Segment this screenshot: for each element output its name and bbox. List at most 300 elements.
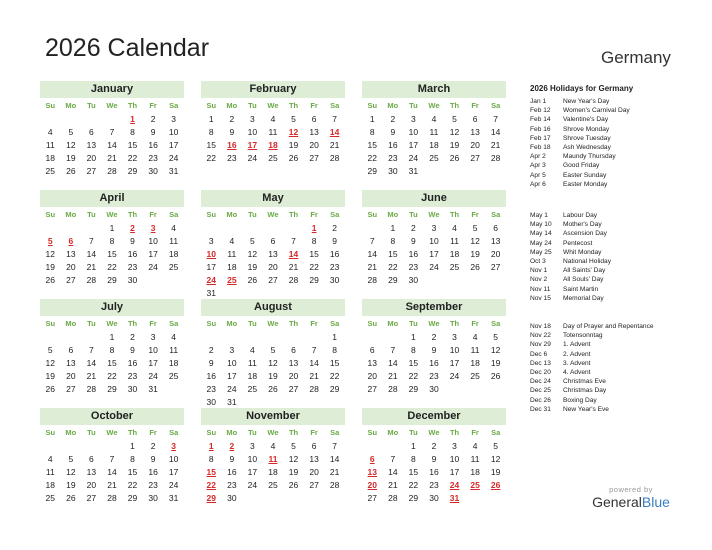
holiday-day-cell: 31 — [449, 493, 460, 503]
day-cell: 21 — [329, 467, 340, 477]
day-cell: 15 — [127, 140, 138, 150]
day-cell: 15 — [107, 249, 117, 259]
day-cell: 12 — [470, 236, 480, 246]
day-cell: 4 — [250, 345, 255, 355]
day-cell: 15 — [127, 467, 138, 477]
day-cell: 18 — [470, 467, 480, 477]
day-cell: 26 — [66, 166, 76, 176]
day-cell: 29 — [408, 384, 419, 394]
day-cell: 2 — [150, 441, 156, 451]
day-cell: 23 — [429, 371, 439, 381]
day-cell: 3 — [229, 345, 235, 355]
day-cell: 19 — [268, 371, 278, 381]
day-cell: 7 — [109, 127, 115, 137]
holiday-name: 4. Advent — [563, 369, 591, 377]
weekday-label: Mo — [387, 210, 399, 219]
day-cell: 28 — [288, 275, 299, 285]
day-cell: 9 — [208, 358, 214, 368]
day-cell: 29 — [367, 166, 378, 176]
day-cell: 22 — [206, 153, 217, 163]
day-cell: 27 — [86, 166, 97, 176]
day-cell: 26 — [45, 384, 56, 394]
month-november — [201, 408, 345, 512]
day-cell: 11 — [429, 127, 439, 137]
holiday-name: Boxing Day — [563, 396, 597, 404]
day-cell: 3 — [150, 332, 156, 342]
day-cell: 11 — [227, 249, 237, 259]
holiday-row — [530, 180, 633, 189]
day-cell: 4 — [472, 441, 478, 451]
day-cell: 9 — [390, 127, 396, 137]
holiday-day-cell: 22 — [206, 480, 217, 490]
day-cell: 30 — [127, 275, 138, 285]
weekday-label: Fr — [149, 210, 157, 219]
day-cell: 20 — [66, 262, 76, 272]
day-cell: 8 — [130, 454, 135, 464]
day-cell: 2 — [411, 223, 416, 233]
holiday-date: Oct 3 — [530, 258, 546, 266]
day-cell: 13 — [86, 140, 97, 150]
day-cell: 8 — [411, 345, 416, 355]
day-cell: 9 — [150, 127, 156, 137]
day-cell: 21 — [309, 371, 319, 381]
day-cell: 22 — [408, 480, 419, 490]
day-cell: 23 — [227, 480, 237, 490]
day-cell: 12 — [247, 249, 258, 259]
weekday-label: Fr — [310, 210, 318, 219]
holiday-name: 1. Advent — [563, 341, 591, 349]
day-cell: 13 — [490, 236, 501, 246]
weekday-label: Sa — [169, 101, 179, 110]
day-cell: 19 — [288, 467, 299, 477]
holidays-title: 2026 Holidays for Germany — [530, 84, 634, 93]
day-cell: 17 — [148, 358, 158, 368]
day-cell: 18 — [268, 467, 278, 477]
weekday-label: We — [267, 319, 279, 328]
day-cell: 16 — [408, 249, 419, 259]
weekday-label: Tu — [248, 319, 257, 328]
holiday-name: Ash Wednesday — [563, 144, 611, 152]
day-cell: 6 — [369, 345, 375, 355]
holiday-row — [530, 143, 633, 152]
day-cell: 16 — [148, 140, 158, 150]
day-cell: 25 — [470, 371, 480, 381]
holiday-date: Apr 3 — [530, 162, 546, 170]
day-cell: 8 — [208, 127, 214, 137]
day-cell: 21 — [86, 262, 97, 272]
day-cell: 18 — [168, 358, 179, 368]
day-cell: 1 — [411, 332, 416, 342]
day-cell: 29 — [127, 166, 138, 176]
day-cell: 16 — [227, 467, 237, 477]
weekday-header — [362, 426, 506, 440]
holiday-row — [530, 386, 654, 395]
day-cell: 24 — [449, 371, 460, 381]
holiday-row — [530, 239, 611, 248]
day-cell: 5 — [452, 114, 457, 124]
day-cell: 10 — [429, 236, 439, 246]
day-cell: 6 — [291, 345, 296, 355]
brand-name — [588, 494, 674, 510]
weekday-label: Mo — [226, 101, 238, 110]
page-title: 2026 Calendar — [45, 34, 210, 62]
day-cell: 16 — [127, 358, 138, 368]
weekday-label: Th — [449, 319, 460, 328]
weekday-label: Tu — [87, 101, 96, 110]
day-cell: 4 — [47, 127, 53, 137]
day-cell: 28 — [329, 480, 340, 490]
day-cell: 5 — [270, 345, 276, 355]
day-cell: 10 — [148, 345, 158, 355]
empty-cell — [362, 331, 383, 344]
day-cell: 4 — [472, 332, 478, 342]
weekday-label: Mo — [387, 101, 399, 110]
day-cell: 7 — [109, 454, 115, 464]
day-cell: 13 — [268, 249, 278, 259]
day-grid — [40, 113, 184, 178]
day-cell: 31 — [227, 397, 237, 407]
day-cell: 16 — [388, 140, 398, 150]
day-cell: 20 — [86, 153, 97, 163]
day-cell: 3 — [208, 236, 214, 246]
day-cell: 9 — [431, 345, 437, 355]
day-cell: 17 — [408, 140, 419, 150]
month-name: June — [362, 190, 506, 207]
day-cell: 13 — [288, 358, 299, 368]
weekday-label: Sa — [491, 319, 501, 328]
holiday-day-cell: 2 — [229, 441, 235, 451]
day-cell: 23 — [408, 262, 419, 272]
day-cell: 18 — [429, 140, 439, 150]
day-grid — [40, 440, 184, 505]
day-cell: 8 — [130, 127, 135, 137]
day-cell: 2 — [208, 345, 214, 355]
day-cell: 26 — [449, 153, 460, 163]
day-cell: 1 — [109, 223, 115, 233]
day-cell: 26 — [470, 262, 480, 272]
weekday-label: Fr — [310, 428, 318, 437]
weekday-label: Tu — [409, 428, 418, 437]
day-cell: 24 — [148, 371, 158, 381]
empty-cell — [81, 113, 102, 126]
month-september — [362, 299, 506, 403]
month-name: May — [201, 190, 345, 207]
holiday-day-cell: 6 — [68, 236, 74, 246]
day-cell: 20 — [367, 371, 378, 381]
day-cell: 13 — [367, 358, 378, 368]
day-cell: 19 — [45, 371, 56, 381]
day-cell: 4 — [431, 114, 437, 124]
day-cell: 26 — [66, 493, 76, 503]
day-cell: 2 — [332, 223, 338, 233]
empty-cell — [40, 113, 61, 126]
holiday-date: Dec 13 — [530, 359, 551, 367]
day-cell: 11 — [450, 236, 459, 246]
holiday-row — [530, 134, 633, 143]
day-cell: 8 — [369, 127, 375, 137]
empty-cell — [81, 440, 102, 453]
day-cell: 19 — [470, 249, 480, 259]
day-cell: 30 — [429, 493, 439, 503]
holiday-name: Pentecost — [563, 239, 593, 247]
day-cell: 4 — [452, 223, 457, 233]
day-cell: 5 — [250, 236, 255, 246]
holiday-group — [530, 211, 611, 303]
day-cell: 17 — [168, 140, 179, 150]
weekday-header — [40, 99, 184, 113]
day-cell: 23 — [148, 153, 158, 163]
weekday-label: We — [428, 428, 440, 437]
day-cell: 19 — [66, 480, 76, 490]
month-name: January — [40, 81, 184, 98]
day-cell: 23 — [127, 371, 138, 381]
holiday-row — [530, 115, 633, 124]
day-cell: 30 — [127, 384, 138, 394]
weekday-label: We — [267, 210, 279, 219]
holiday-row — [530, 161, 633, 170]
month-name: February — [201, 81, 345, 98]
day-cell: 25 — [168, 262, 179, 272]
day-cell: 5 — [493, 332, 499, 342]
day-cell: 16 — [429, 467, 439, 477]
weekday-header — [362, 317, 506, 331]
empty-cell — [81, 331, 102, 344]
day-cell: 13 — [66, 358, 76, 368]
weekday-label: Su — [367, 101, 378, 110]
holiday-day-cell: 16 — [227, 140, 237, 150]
day-cell: 24 — [168, 480, 179, 490]
month-name: March — [362, 81, 506, 98]
day-cell: 31 — [168, 166, 179, 176]
holiday-row — [530, 275, 611, 284]
day-cell: 16 — [127, 249, 138, 259]
weekday-label: We — [106, 101, 118, 110]
day-cell: 5 — [291, 114, 296, 124]
weekday-label: Th — [127, 101, 138, 110]
day-cell: 23 — [206, 384, 217, 394]
holiday-date: Feb 16 — [530, 125, 551, 133]
day-cell: 9 — [332, 236, 338, 246]
day-cell: 5 — [291, 441, 296, 451]
holiday-name: Women's Carnival Day — [563, 107, 630, 115]
day-cell: 29 — [408, 493, 419, 503]
day-cell: 20 — [309, 467, 319, 477]
day-cell: 7 — [89, 236, 94, 246]
day-cell: 21 — [107, 480, 117, 490]
day-cell: 19 — [66, 153, 76, 163]
month-october — [40, 408, 184, 512]
holiday-row — [530, 257, 611, 266]
day-cell: 29 — [107, 275, 117, 285]
holiday-name: Saint Martin — [563, 285, 599, 293]
weekday-label: Mo — [226, 428, 238, 437]
empty-cell — [362, 222, 383, 235]
holiday-row — [530, 294, 611, 303]
day-cell: 22 — [329, 371, 340, 381]
day-cell: 27 — [86, 493, 97, 503]
day-cell: 10 — [227, 358, 237, 368]
holiday-date: Nov 15 — [530, 294, 551, 302]
weekday-label: Su — [45, 319, 56, 328]
empty-cell — [61, 113, 82, 126]
weekday-label: Sa — [330, 210, 340, 219]
day-cell: 28 — [309, 384, 319, 394]
weekday-label: Su — [206, 319, 217, 328]
day-cell: 5 — [472, 223, 478, 233]
day-cell: 12 — [66, 140, 76, 150]
day-cell: 27 — [367, 493, 378, 503]
day-cell: 4 — [229, 236, 235, 246]
day-cell: 21 — [367, 262, 378, 272]
holiday-name: Whit Monday — [563, 248, 602, 256]
holiday-name: Christmas Eve — [563, 378, 606, 386]
holiday-name: Shrove Tuesday — [563, 134, 611, 142]
day-cell: 7 — [291, 236, 296, 246]
day-cell: 24 — [247, 153, 258, 163]
day-cell: 28 — [329, 153, 340, 163]
day-cell: 7 — [390, 345, 396, 355]
holiday-name: Labour Day — [563, 212, 598, 219]
weekday-label: Su — [367, 428, 378, 437]
day-cell: 22 — [309, 262, 319, 272]
day-cell: 12 — [490, 345, 501, 355]
day-cell: 29 — [329, 384, 340, 394]
empty-cell — [362, 440, 383, 453]
day-cell: 25 — [268, 480, 278, 490]
day-cell: 2 — [390, 114, 396, 124]
weekday-label: Su — [206, 101, 217, 110]
weekday-label: Th — [127, 428, 138, 437]
day-cell: 4 — [171, 332, 177, 342]
holiday-row — [530, 171, 633, 180]
day-cell: 1 — [390, 223, 396, 233]
day-cell: 22 — [107, 371, 117, 381]
day-cell: 7 — [332, 441, 338, 451]
weekday-label: Mo — [65, 428, 77, 437]
day-cell: 27 — [309, 480, 319, 490]
holiday-panel-top — [530, 84, 633, 189]
day-cell: 29 — [388, 275, 398, 285]
day-cell: 25 — [247, 384, 258, 394]
weekday-label: Th — [127, 319, 138, 328]
empty-cell — [222, 331, 243, 344]
day-cell: 24 — [227, 384, 237, 394]
weekday-label: Mo — [65, 210, 77, 219]
holiday-name: All Saints' Day — [563, 267, 606, 275]
day-cell: 11 — [247, 358, 257, 368]
holiday-day-cell: 13 — [367, 467, 378, 477]
day-cell: 27 — [268, 275, 278, 285]
weekday-label: Tu — [409, 210, 418, 219]
weekday-label: Sa — [491, 101, 501, 110]
weekday-label: Th — [288, 210, 299, 219]
day-cell: 14 — [388, 467, 398, 477]
holiday-row — [530, 331, 654, 340]
holiday-name: Valentine's Day — [563, 116, 609, 124]
weekday-label: Su — [206, 428, 217, 437]
day-cell: 2 — [130, 332, 135, 342]
empty-cell — [81, 222, 102, 235]
day-cell: 24 — [408, 153, 419, 163]
day-cell: 14 — [86, 249, 97, 259]
day-cell: 15 — [367, 140, 378, 150]
day-cell: 17 — [429, 249, 439, 259]
day-cell: 5 — [47, 345, 53, 355]
day-cell: 9 — [130, 236, 135, 246]
day-cell: 6 — [493, 223, 499, 233]
holiday-date: May 25 — [530, 248, 552, 256]
brand-general: General — [592, 494, 642, 510]
day-cell: 9 — [130, 345, 135, 355]
empty-cell — [242, 331, 263, 344]
day-cell: 1 — [208, 114, 214, 124]
holiday-date: Dec 25 — [530, 387, 551, 395]
weekday-label: Fr — [471, 428, 479, 437]
day-grid — [201, 440, 345, 505]
holiday-name: Ascension Day — [563, 230, 607, 238]
day-cell: 10 — [247, 127, 258, 137]
holiday-day-cell: 15 — [206, 467, 217, 477]
empty-cell — [283, 331, 304, 344]
weekday-header — [40, 426, 184, 440]
day-cell: 12 — [66, 467, 76, 477]
day-cell: 8 — [332, 345, 338, 355]
day-cell: 8 — [109, 236, 115, 246]
day-cell: 10 — [247, 454, 258, 464]
day-cell: 10 — [168, 127, 179, 137]
weekday-header — [362, 99, 506, 113]
holiday-day-cell: 3 — [150, 223, 156, 233]
day-cell: 22 — [107, 262, 117, 272]
day-cell: 20 — [268, 262, 278, 272]
day-cell: 9 — [431, 454, 437, 464]
day-cell: 11 — [45, 140, 55, 150]
day-cell: 15 — [388, 249, 398, 259]
day-cell: 27 — [66, 384, 76, 394]
holiday-date: Nov 18 — [530, 323, 551, 330]
day-cell: 16 — [429, 358, 439, 368]
day-cell: 6 — [89, 127, 94, 137]
day-cell: 30 — [227, 493, 237, 503]
weekday-label: Tu — [248, 101, 257, 110]
day-cell: 20 — [66, 371, 76, 381]
day-cell: 27 — [367, 384, 378, 394]
day-cell: 9 — [411, 236, 416, 246]
day-cell: 18 — [227, 262, 237, 272]
holiday-day-cell: 25 — [470, 480, 480, 490]
holiday-row — [530, 125, 633, 134]
holiday-day-cell: 1 — [311, 223, 317, 233]
weekday-label: Mo — [65, 319, 77, 328]
weekday-label: Sa — [330, 319, 340, 328]
empty-cell — [40, 331, 61, 344]
holiday-name: 3. Advent — [563, 359, 591, 367]
month-july — [40, 299, 184, 403]
day-cell: 3 — [411, 114, 416, 124]
month-name: August — [201, 299, 345, 316]
day-cell: 11 — [169, 345, 179, 355]
day-cell: 19 — [247, 262, 258, 272]
day-cell: 20 — [86, 480, 97, 490]
day-cell: 1 — [411, 441, 416, 451]
day-cell: 6 — [89, 454, 94, 464]
day-cell: 4 — [270, 441, 276, 451]
day-cell: 25 — [268, 153, 278, 163]
day-cell: 9 — [150, 454, 156, 464]
holiday-day-cell: 17 — [247, 140, 258, 150]
day-cell: 8 — [311, 236, 317, 246]
empty-cell — [304, 331, 325, 344]
